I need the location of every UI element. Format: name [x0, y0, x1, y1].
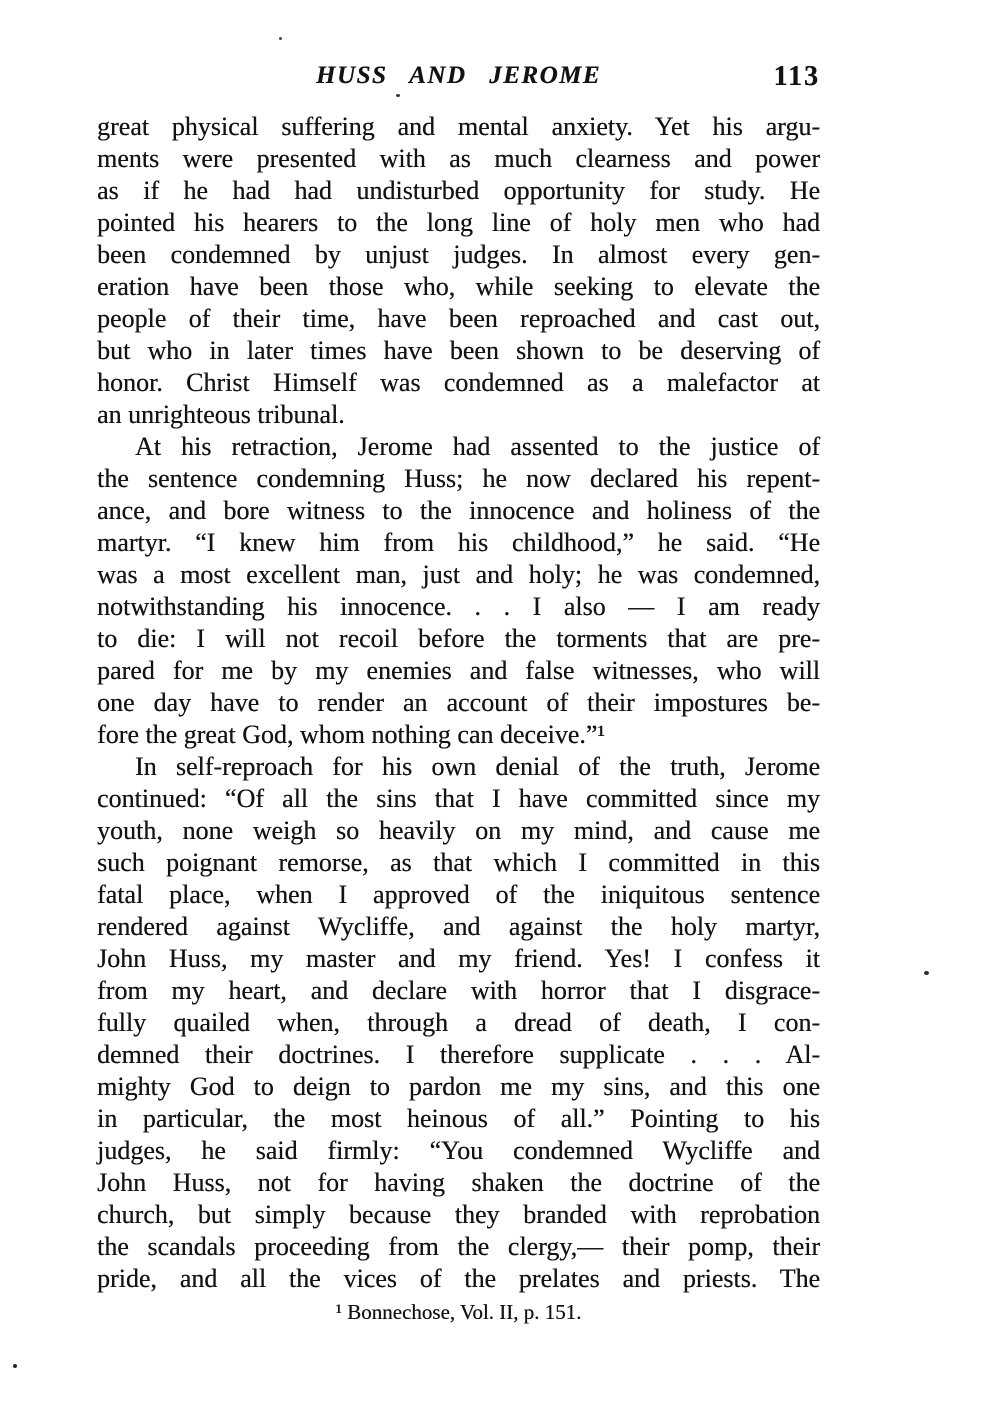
text-line: pared for me by my enemies and false witnesses, who will	[97, 656, 820, 685]
text-line: fore the great God, whom nothing can deceive.”¹	[97, 720, 606, 749]
text-line: notwithstanding his innocence. . . I also — I am ready	[97, 592, 820, 621]
text-line: demned their doctrines. I therefore supplicate . . . Al-	[97, 1040, 820, 1069]
text-line: fatal place, when I approved of the iniquitous sentence	[97, 880, 820, 909]
body-text	[97, 111, 820, 1295]
text-line: eration have been those who, while seeking to elevate the	[97, 272, 820, 301]
text-line: fully quailed when, through a dread of death, I con-	[97, 1008, 820, 1037]
text-line: John Huss, not for having shaken the doctrine of the	[97, 1168, 820, 1197]
running-head-title: HUSS AND JEROME	[316, 62, 601, 89]
text-line: martyr. “I knew him from his childhood,” he said. “He	[97, 528, 820, 557]
text-line: mighty God to deign to pardon me my sins, and this one	[97, 1072, 820, 1101]
text-line: church, but simply because they branded with reprobation	[97, 1200, 820, 1229]
text-line: rendered against Wycliffe, and against the holy martyr,	[97, 912, 820, 941]
text-line: as if he had had undisturbed opportunity for study. He	[97, 176, 820, 205]
scan-speck	[13, 1364, 17, 1368]
text-line: John Huss, my master and my friend. Yes! I confess it	[97, 944, 820, 973]
text-line: people of their time, have been reproached and cast out,	[97, 304, 820, 333]
text-line: been condemned by unjust judges. In almost every gen-	[97, 240, 820, 269]
footnote	[97, 1300, 820, 1325]
text-line: ments were presented with as much clearness and power	[97, 144, 820, 173]
text-line: ance, and bore witness to the innocence and holiness of the	[97, 496, 820, 525]
text-line: to die: I will not recoil before the torments that are pre-	[97, 624, 820, 653]
text-line: pride, and all the vices of the prelates and priests. The	[97, 1264, 820, 1293]
page-number: 113	[773, 61, 820, 92]
text-line: an unrighteous tribunal.	[97, 400, 345, 429]
text-line: In self-reproach for his own denial of the truth, Jerome	[135, 752, 820, 781]
text-line: great physical suffering and mental anxiety. Yet his argu-	[97, 112, 820, 141]
text-line: judges, he said firmly: “You condemned Wycliffe and	[97, 1136, 820, 1165]
text-line: pointed his hearers to the long line of holy men who had	[97, 208, 820, 237]
text-line: in particular, the most heinous of all.” Pointing to his	[97, 1104, 820, 1133]
footnote-text: ¹ Bonnechose, Vol. II, p. 151.	[335, 1300, 582, 1324]
text-line: honor. Christ Himself was condemned as a malefactor at	[97, 368, 820, 397]
text-line: the scandals proceeding from the clergy,— their pomp, their	[97, 1232, 820, 1261]
text-line: was a most excellent man, just and holy; he was condemned,	[97, 560, 820, 589]
text-line: youth, none weigh so heavily on my mind, and cause me	[97, 816, 820, 845]
text-line: continued: “Of all the sins that I have committed since my	[97, 784, 820, 813]
page-header	[97, 62, 820, 96]
text-line: At his retraction, Jerome had assented to the justice of	[135, 432, 820, 461]
text-line: from my heart, and declare with horror that I disgrace-	[97, 976, 820, 1005]
scan-speck	[279, 37, 282, 40]
scan-speck	[924, 971, 929, 975]
text-line: but who in later times have been shown to be deserving of	[97, 336, 820, 365]
text-line: the sentence condemning Huss; he now declared his repent-	[97, 464, 820, 493]
text-line: one day have to render an account of their impostures be-	[97, 688, 820, 717]
text-line: such poignant remorse, as that which I committed in this	[97, 848, 820, 877]
